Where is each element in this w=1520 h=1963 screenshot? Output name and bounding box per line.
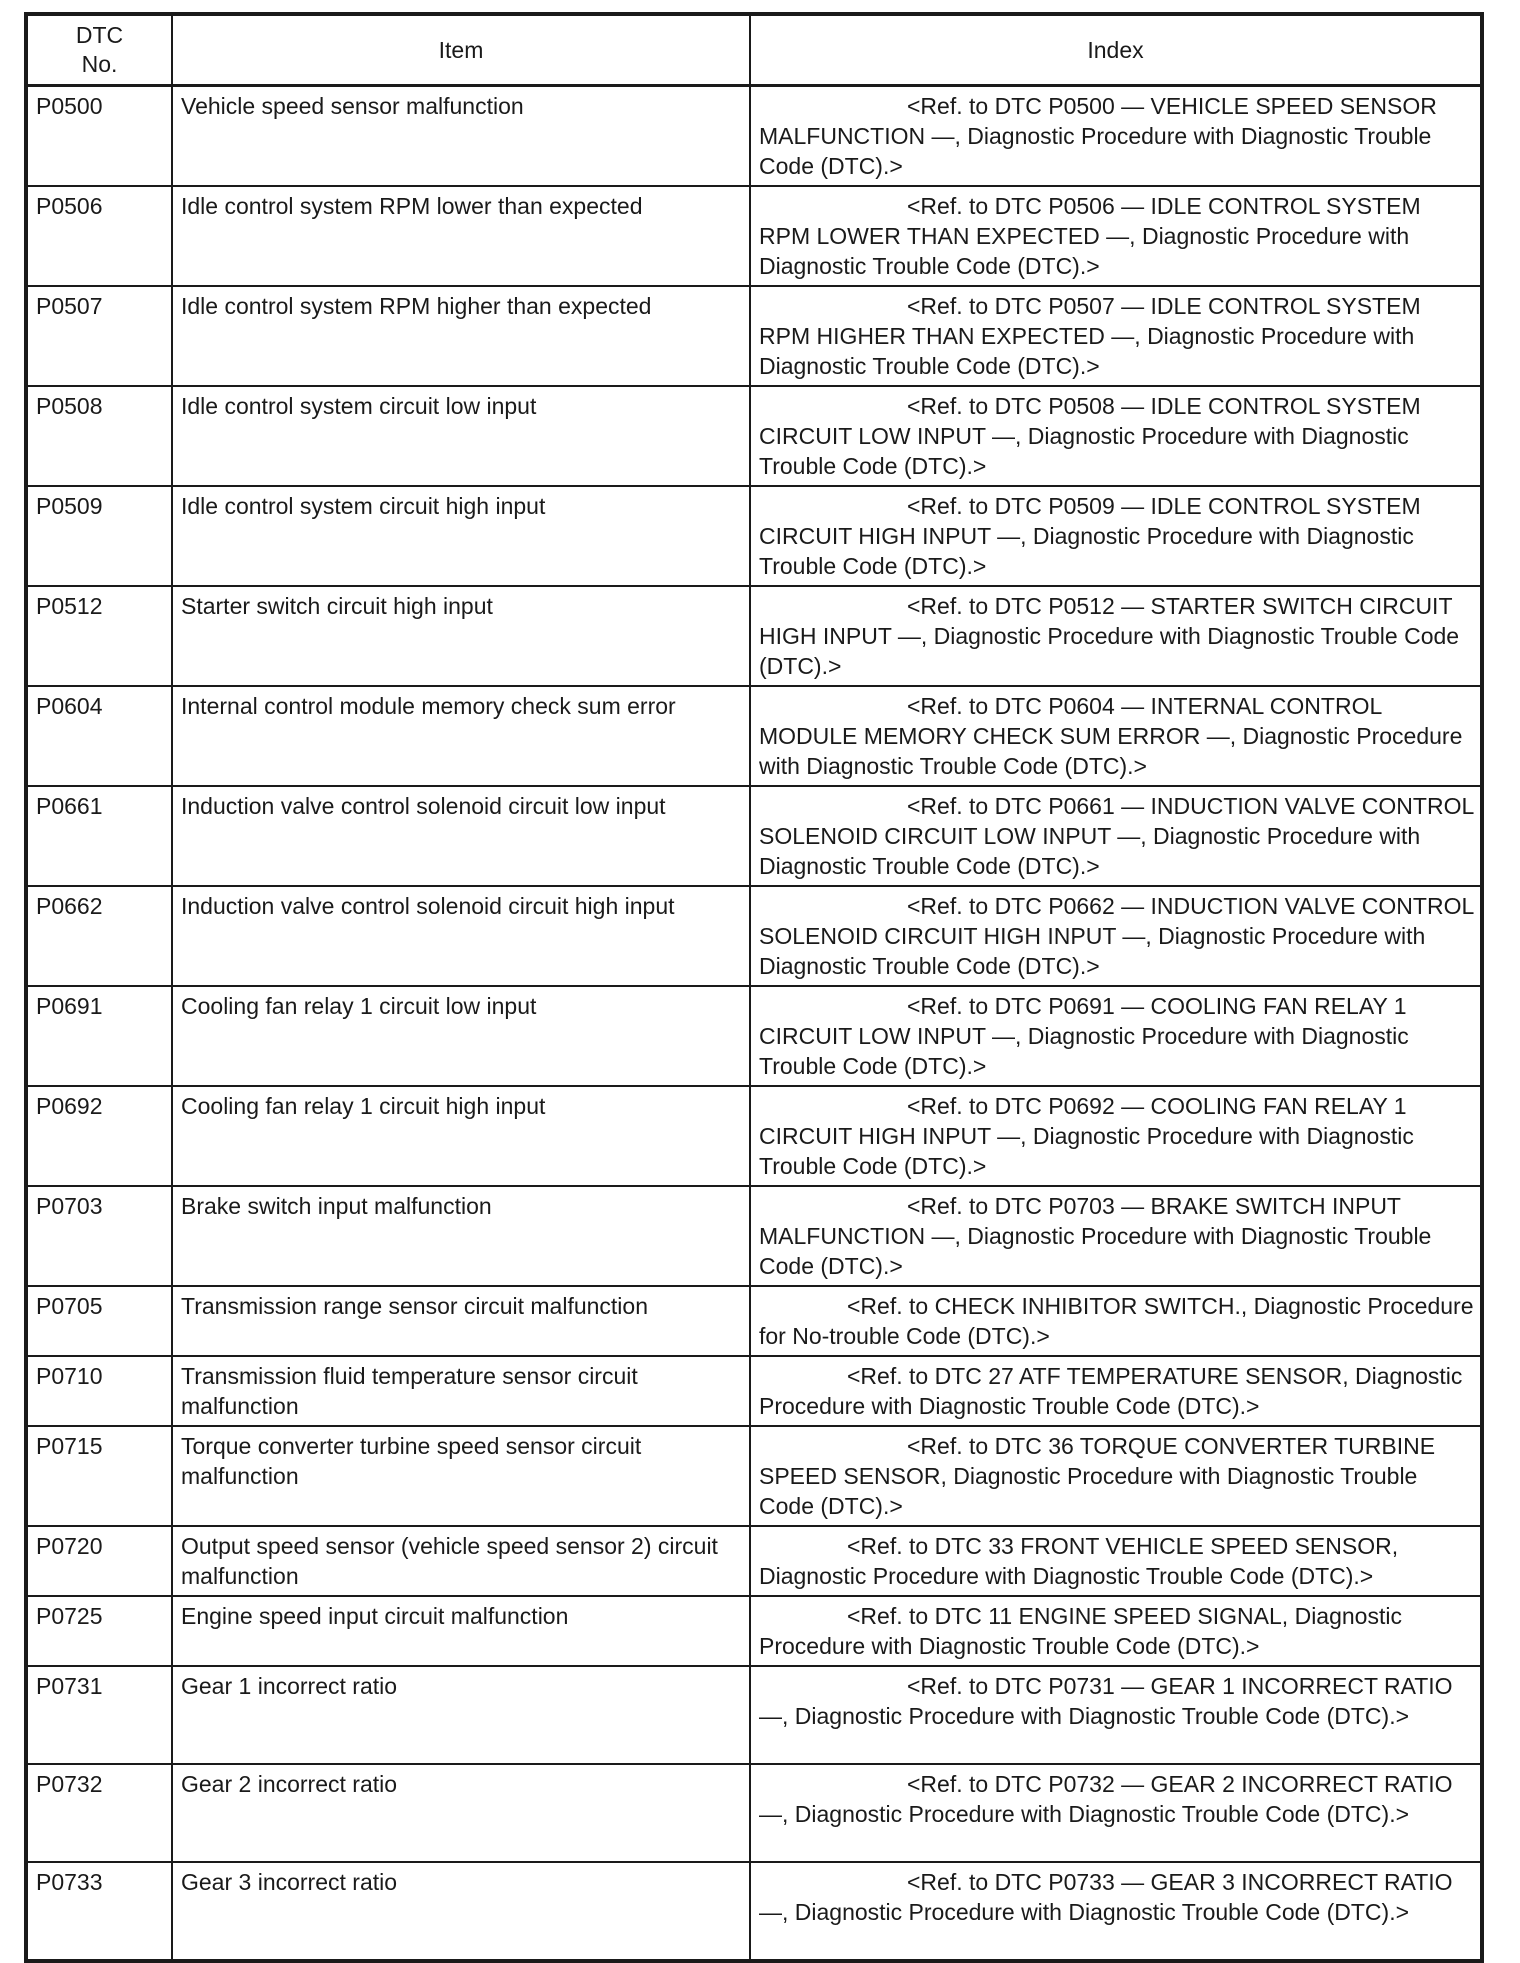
reference-link-text: <Ref. to DTC P0509 — IDLE CONTROL SYSTEM CIRCUIT HIGH INPUT —, Diagnostic Procedure with Diagnostic Trouble Code (DTC).> (759, 493, 1421, 579)
reference-link-text: <Ref. to DTC P0512 — STARTER SWITCH CIRCUIT HIGH INPUT —, Diagnostic Procedure with Diagnostic Trouble Code (DTC).> (759, 593, 1460, 679)
dtc-index-cell (750, 186, 1482, 286)
reference-link-text: <Ref. to DTC P0508 — IDLE CONTROL SYSTEM CIRCUIT LOW INPUT —, Diagnostic Procedure with Diagnostic Trouble Code (DTC).> (759, 393, 1421, 479)
header-item: Item (172, 14, 750, 86)
table-row (26, 1286, 1482, 1356)
reference-link-text: <Ref. to DTC P0692 — COOLING FAN RELAY 1 CIRCUIT HIGH INPUT —, Diagnostic Procedure with Diagnostic Trouble Code (DTC).> (759, 1093, 1414, 1179)
dtc-item-cell: Internal control module memory check sum error (172, 686, 750, 786)
dtc-item-cell: Idle control system circuit low input (172, 386, 750, 486)
dtc-index-cell (750, 1426, 1482, 1526)
dtc-item-cell: Induction valve control solenoid circuit high input (172, 886, 750, 986)
table-row (26, 386, 1482, 486)
dtc-item-cell: Gear 1 incorrect ratio (172, 1666, 750, 1764)
dtc-code-cell: P0509 (26, 486, 172, 586)
table-row (26, 586, 1482, 686)
dtc-index-cell (750, 1086, 1482, 1186)
header-dtc-no-line1: DTC (75, 22, 124, 48)
dtc-item-cell: Starter switch circuit high input (172, 586, 750, 686)
dtc-item-cell: Transmission range sensor circuit malfunction (172, 1286, 750, 1356)
dtc-item-cell: Idle control system RPM lower than expected (172, 186, 750, 286)
dtc-index-cell (750, 886, 1482, 986)
dtc-item-cell: Idle control system circuit high input (172, 486, 750, 586)
dtc-code-cell: P0703 (26, 1186, 172, 1286)
dtc-item-cell: Brake switch input malfunction (172, 1186, 750, 1286)
table-row (26, 1186, 1482, 1286)
dtc-code-cell: P0731 (26, 1666, 172, 1764)
dtc-item-cell: Output speed sensor (vehicle speed sensor 2) circuit malfunction (172, 1526, 750, 1596)
table-row (26, 1596, 1482, 1666)
reference-link-text: <Ref. to DTC P0732 — GEAR 2 INCORRECT RATIO —, Diagnostic Procedure with Diagnostic Trouble Code (DTC).> (759, 1771, 1453, 1827)
dtc-code-cell: P0715 (26, 1426, 172, 1526)
dtc-item-cell: Cooling fan relay 1 circuit low input (172, 986, 750, 1086)
dtc-code-cell: P0692 (26, 1086, 172, 1186)
dtc-item-cell: Vehicle speed sensor malfunction (172, 86, 750, 187)
dtc-index-cell (750, 286, 1482, 386)
header-dtc-no (26, 14, 172, 86)
header-index: Index (750, 14, 1482, 86)
reference-link-text: <Ref. to DTC 33 FRONT VEHICLE SPEED SENSOR, Diagnostic Procedure with Diagnostic Trouble Code (DTC).> (759, 1533, 1399, 1589)
dtc-code-cell: P0662 (26, 886, 172, 986)
dtc-index-cell (750, 1356, 1482, 1426)
reference-link-text: <Ref. to DTC P0604 — INTERNAL CONTROL MODULE MEMORY CHECK SUM ERROR —, Diagnostic Procedure with Diagnostic Trouble Code (DTC).> (759, 693, 1463, 779)
dtc-code-cell: P0507 (26, 286, 172, 386)
table-row (26, 1086, 1482, 1186)
dtc-item-cell: Gear 2 incorrect ratio (172, 1764, 750, 1862)
dtc-item-cell: Gear 3 incorrect ratio (172, 1862, 750, 1961)
dtc-index-cell (750, 1186, 1482, 1286)
table-row (26, 1426, 1482, 1526)
dtc-code-cell: P0725 (26, 1596, 172, 1666)
table-row (26, 786, 1482, 886)
table-body (26, 86, 1482, 1962)
reference-link-text: <Ref. to DTC P0661 — INDUCTION VALVE CONTROL SOLENOID CIRCUIT LOW INPUT —, Diagnostic Procedure with Diagnostic Trouble Code (DTC).> (759, 793, 1474, 879)
table-row (26, 486, 1482, 586)
header-dtc-no-line2: No. (81, 51, 118, 77)
reference-link-text: <Ref. to DTC P0733 — GEAR 3 INCORRECT RATIO —, Diagnostic Procedure with Diagnostic Trouble Code (DTC).> (759, 1869, 1453, 1925)
table-row (26, 1764, 1482, 1862)
reference-link-text: <Ref. to DTC P0507 — IDLE CONTROL SYSTEM RPM HIGHER THAN EXPECTED —, Diagnostic Procedure with Diagnostic Trouble Code (DTC).> (759, 293, 1421, 379)
reference-link-text: <Ref. to DTC P0506 — IDLE CONTROL SYSTEM RPM LOWER THAN EXPECTED —, Diagnostic Procedure with Diagnostic Trouble Code (DTC).> (759, 193, 1421, 279)
document-page (24, 12, 1480, 1963)
dtc-index-cell (750, 786, 1482, 886)
reference-link-text: <Ref. to DTC P0703 — BRAKE SWITCH INPUT MALFUNCTION —, Diagnostic Procedure with Diagnostic Trouble Code (DTC).> (759, 1193, 1432, 1279)
dtc-item-cell: Cooling fan relay 1 circuit high input (172, 1086, 750, 1186)
dtc-index-cell (750, 1666, 1482, 1764)
dtc-item-cell: Engine speed input circuit malfunction (172, 1596, 750, 1666)
reference-link-text: <Ref. to DTC 27 ATF TEMPERATURE SENSOR, Diagnostic Procedure with Diagnostic Trouble Code (DTC).> (759, 1363, 1463, 1419)
dtc-index-cell (750, 1764, 1482, 1862)
reference-link-text: <Ref. to DTC 36 TORQUE CONVERTER TURBINE SPEED SENSOR, Diagnostic Procedure with Diagnostic Trouble Code (DTC).> (759, 1433, 1436, 1519)
table-row (26, 86, 1482, 187)
reference-link-text: <Ref. to DTC 11 ENGINE SPEED SIGNAL, Diagnostic Procedure with Diagnostic Trouble Code (DTC).> (759, 1603, 1402, 1659)
table-row (26, 986, 1482, 1086)
reference-link-text: <Ref. to DTC P0691 — COOLING FAN RELAY 1 CIRCUIT LOW INPUT —, Diagnostic Procedure with Diagnostic Trouble Code (DTC).> (759, 993, 1409, 1079)
dtc-index-cell (750, 86, 1482, 187)
table-row (26, 886, 1482, 986)
dtc-item-cell: Induction valve control solenoid circuit low input (172, 786, 750, 886)
dtc-item-cell: Idle control system RPM higher than expected (172, 286, 750, 386)
dtc-code-cell: P0506 (26, 186, 172, 286)
table-row (26, 1862, 1482, 1961)
dtc-code-cell: P0500 (26, 86, 172, 187)
table-row (26, 686, 1482, 786)
dtc-code-cell: P0604 (26, 686, 172, 786)
reference-link-text: <Ref. to DTC P0500 — VEHICLE SPEED SENSOR MALFUNCTION —, Diagnostic Procedure with Diagnostic Trouble Code (DTC).> (759, 93, 1437, 179)
table-row (26, 1356, 1482, 1426)
dtc-code-cell: P0732 (26, 1764, 172, 1862)
dtc-code-cell: P0733 (26, 1862, 172, 1961)
dtc-index-cell (750, 686, 1482, 786)
dtc-item-cell: Torque converter turbine speed sensor circuit malfunction (172, 1426, 750, 1526)
dtc-code-cell: P0720 (26, 1526, 172, 1596)
dtc-code-cell: P0508 (26, 386, 172, 486)
dtc-item-cell: Transmission fluid temperature sensor circuit malfunction (172, 1356, 750, 1426)
dtc-code-cell: P0661 (26, 786, 172, 886)
table-row (26, 186, 1482, 286)
dtc-index-cell (750, 486, 1482, 586)
reference-link-text: <Ref. to DTC P0662 — INDUCTION VALVE CONTROL SOLENOID CIRCUIT HIGH INPUT —, Diagnostic Procedure with Diagnostic Trouble Code (DTC).> (759, 893, 1474, 979)
dtc-code-cell: P0710 (26, 1356, 172, 1426)
table-row (26, 286, 1482, 386)
dtc-table (24, 12, 1484, 1963)
dtc-index-cell (750, 1526, 1482, 1596)
dtc-code-cell: P0512 (26, 586, 172, 686)
table-row (26, 1666, 1482, 1764)
reference-link-text: <Ref. to CHECK INHIBITOR SWITCH., Diagnostic Procedure for No-trouble Code (DTC).> (759, 1293, 1474, 1349)
dtc-index-cell (750, 1596, 1482, 1666)
dtc-code-cell: P0705 (26, 1286, 172, 1356)
dtc-index-cell (750, 586, 1482, 686)
table-header-row (26, 14, 1482, 86)
dtc-code-cell: P0691 (26, 986, 172, 1086)
dtc-index-cell (750, 1286, 1482, 1356)
reference-link-text: <Ref. to DTC P0731 — GEAR 1 INCORRECT RATIO —, Diagnostic Procedure with Diagnostic Trouble Code (DTC).> (759, 1673, 1453, 1729)
dtc-index-cell (750, 386, 1482, 486)
table-row (26, 1526, 1482, 1596)
dtc-index-cell (750, 986, 1482, 1086)
dtc-index-cell (750, 1862, 1482, 1961)
